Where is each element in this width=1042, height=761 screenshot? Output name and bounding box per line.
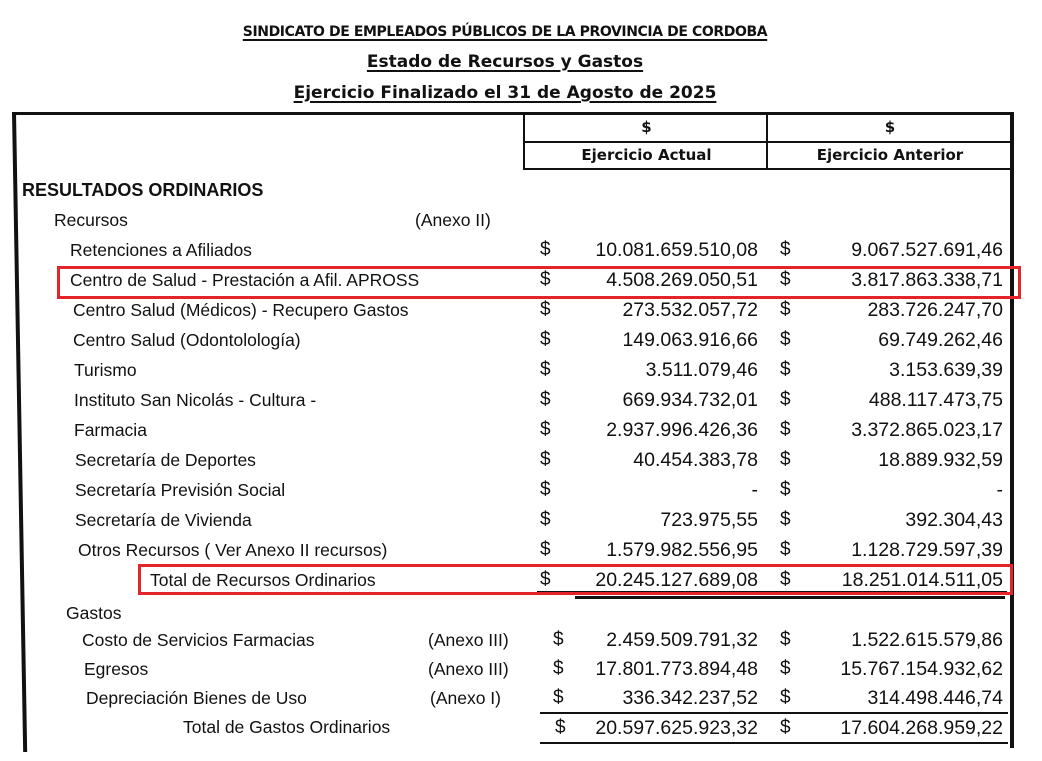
gasto-label: Costo de Servicios Farmacias	[82, 630, 315, 650]
currency-sign: $	[540, 389, 551, 410]
gasto-anterior: 1.522.615.579,86	[851, 629, 1003, 651]
recurso-anterior: 283.726.247,70	[867, 299, 1003, 321]
gasto-anterior: 314.498.446,74	[867, 687, 1003, 709]
recurso-actual: 3.511.079,46	[645, 359, 758, 381]
table-frame-left	[12, 112, 27, 752]
statement-title-text: Estado de Recursos y Gastos	[366, 52, 644, 72]
recurso-actual: 273.532.057,72	[622, 299, 758, 321]
currency-sign: $	[780, 717, 791, 738]
recurso-actual: 1.579.982.556,95	[606, 539, 758, 561]
gasto-annex: (Anexo III)	[428, 630, 509, 650]
currency-sign: $	[780, 419, 791, 440]
currency-sign: $	[553, 658, 564, 679]
period-text: Ejercicio Finalizado el 31 de Agosto de 2025	[293, 83, 717, 103]
period-title	[0, 83, 1010, 103]
table-frame-right	[1010, 112, 1014, 748]
currency-sign: $	[780, 687, 791, 708]
gasto-annex: (Anexo III)	[428, 659, 509, 679]
total-gastos-label: Total de Gastos Ordinarios	[183, 717, 391, 737]
total-recursos-actual: 20.245.127.689,08	[595, 569, 758, 591]
currency-sign: $	[540, 539, 551, 560]
recurso-actual: 723.975,55	[660, 509, 758, 531]
gastos-subtotal-line	[540, 712, 1008, 714]
currency-sign: $	[780, 449, 791, 470]
currency-sign: $	[540, 269, 551, 290]
currency-sign: $	[780, 509, 791, 530]
gasto-anterior: 15.767.154.932,62	[840, 658, 1003, 680]
recurso-anterior: 392.304,43	[905, 509, 1003, 531]
recursos-label: Recursos	[54, 210, 128, 230]
currency-sign: $	[540, 239, 551, 260]
gasto-annex: (Anexo I)	[430, 688, 501, 708]
currency-sign: $	[780, 569, 791, 590]
recurso-label: Retenciones a Afiliados	[70, 240, 252, 260]
recurso-actual: 4.508.269.050,51	[606, 269, 758, 291]
column-header-anterior	[766, 114, 1012, 170]
recurso-anterior: 488.117.473,75	[868, 389, 1003, 411]
total-recursos-anterior: 18.251.014.511,05	[841, 569, 1003, 591]
column-currency: $	[525, 114, 768, 143]
organization-title	[0, 24, 1010, 40]
gasto-actual: 17.801.773.894,48	[595, 658, 758, 680]
total-recursos-label: Total de Recursos Ordinarios	[150, 570, 376, 590]
recurso-anterior: 3.817.863.338,71	[851, 269, 1003, 291]
gastos-label: Gastos	[66, 603, 122, 623]
section-title: RESULTADOS ORDINARIOS	[22, 180, 264, 200]
column-currency: $	[768, 114, 1012, 143]
currency-sign: $	[780, 299, 791, 320]
recurso-actual: 669.934.732,01	[622, 389, 758, 411]
recurso-label: Instituto San Nicolás - Cultura -	[74, 390, 317, 410]
recurso-label: Centro Salud (Médicos) - Recupero Gastos	[73, 300, 409, 320]
currency-sign: $	[540, 509, 551, 530]
statement-title	[0, 52, 1010, 72]
recurso-actual: 40.454.383,78	[633, 449, 758, 471]
gasto-actual: 336.342.237,52	[622, 687, 758, 709]
recurso-anterior: -	[996, 479, 1003, 501]
recurso-anterior: 1.128.729.597,39	[851, 539, 1003, 561]
column-label: Ejercicio Actual	[581, 146, 712, 164]
currency-sign: $	[780, 479, 791, 500]
gasto-label: Depreciación Bienes de Uso	[86, 688, 307, 708]
currency-sign: $	[540, 569, 551, 590]
currency-sign: $	[780, 539, 791, 560]
recurso-anterior: 69.749.262,46	[878, 329, 1003, 351]
currency-sign: $	[780, 239, 791, 260]
recurso-actual: 10.081.659.510,08	[595, 239, 758, 261]
currency-sign: $	[540, 359, 551, 380]
recurso-label: Otros Recursos ( Ver Anexo II recursos)	[78, 540, 388, 560]
currency-sign: $	[553, 629, 564, 650]
currency-sign: $	[555, 717, 566, 738]
recurso-label: Secretaría Previsión Social	[75, 480, 286, 500]
gasto-actual: 2.459.509.791,32	[606, 629, 758, 651]
currency-sign: $	[780, 359, 791, 380]
column-label: Ejercicio Anterior	[816, 146, 964, 164]
recurso-label: Centro de Salud - Prestación a Afil. APROSS	[70, 270, 420, 290]
recurso-label: Centro Salud (Odontolología)	[73, 330, 301, 350]
recurso-label: Secretaría de Vivienda	[75, 510, 252, 530]
recurso-anterior: 9.067.527.691,46	[851, 239, 1003, 261]
gasto-label: Egresos	[84, 659, 149, 679]
highlight-box-apross	[57, 266, 1021, 299]
total-gastos-actual: 20.597.625.923,32	[595, 717, 758, 739]
currency-sign: $	[780, 658, 791, 679]
currency-sign: $	[780, 389, 791, 410]
currency-sign: $	[540, 419, 551, 440]
highlight-box-total-recursos	[138, 564, 1013, 595]
recurso-anterior: 3.372.865.023,17	[851, 419, 1003, 441]
total-recursos-double-underline	[575, 596, 1005, 599]
recurso-label: Turismo	[74, 360, 137, 380]
currency-sign: $	[780, 329, 791, 350]
recursos-annex: (Anexo II)	[415, 210, 491, 230]
currency-sign: $	[540, 329, 551, 350]
recurso-actual: -	[751, 479, 758, 501]
currency-sign: $	[540, 479, 551, 500]
total-gastos-anterior: 17.604.268.959,22	[840, 717, 1003, 739]
recurso-label: Secretaría de Deportes	[75, 450, 256, 470]
currency-sign: $	[540, 449, 551, 470]
column-header-actual	[523, 114, 768, 170]
currency-sign: $	[780, 629, 791, 650]
organization-text: SINDICATO DE EMPLEADOS PÚBLICOS DE LA PROVINCIA DE CORDOBA	[242, 24, 768, 40]
recurso-anterior: 3.153.639,39	[889, 359, 1003, 381]
recurso-label: Farmacia	[74, 420, 147, 440]
currency-sign: $	[780, 269, 791, 290]
recurso-anterior: 18.889.932,59	[878, 449, 1003, 471]
total-gastos-underline	[540, 742, 1008, 744]
currency-sign: $	[540, 299, 551, 320]
recurso-actual: 149.063.916,66	[622, 329, 758, 351]
recurso-actual: 2.937.996.426,36	[606, 419, 758, 441]
currency-sign: $	[553, 687, 564, 708]
